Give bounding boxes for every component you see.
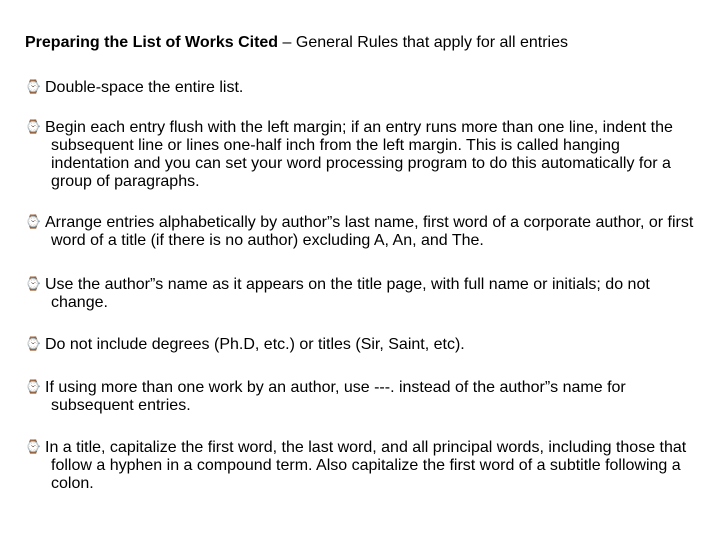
list-item: [25, 336, 697, 354]
page-title: [25, 33, 568, 52]
clock-icon: ⌚: [25, 215, 42, 230]
list-item: [25, 379, 697, 415]
clock-icon: ⌚: [25, 277, 42, 292]
page-title-bold: Preparing the List of Works Cited: [25, 34, 279, 51]
list-item: [25, 119, 697, 191]
list-item: [25, 79, 697, 97]
list-item: [25, 214, 697, 250]
clock-icon: ⌚: [25, 80, 42, 95]
clock-icon: ⌚: [25, 337, 42, 352]
clock-icon: ⌚: [25, 440, 42, 455]
page-title-rest: – General Rules that apply for all entries: [278, 34, 569, 51]
list-item-text: Do not include degrees (Ph.D, etc.) or titles (Sir, Saint, etc).: [45, 336, 465, 353]
clock-icon: ⌚: [25, 380, 42, 395]
list-item-text: Begin each entry flush with the left margin; if an entry runs more than one line, indent the subsequent line or lines one-half inch from the left margin. This is called hanging indentation and you can set your word processing program to do this automatically for a group of paragraphs.: [45, 119, 673, 190]
list-item: [25, 276, 697, 312]
list-item: [25, 439, 697, 493]
list-item-text: In a title, capitalize the first word, the last word, and all principal words, including those that follow a hyphen in a compound term. Also capitalize the first word of a subtitle following a colon.: [45, 439, 687, 492]
list-item-text: Arrange entries alphabetically by author”s last name, first word of a corporate author, or first word of a title (if there is no author) excluding A, An, and The.: [45, 214, 694, 249]
list-item-text: Use the author”s name as it appears on the title page, with full name or initials; do not change.: [45, 276, 650, 311]
list-item-text: Double-space the entire list.: [45, 79, 244, 96]
clock-icon: ⌚: [25, 120, 42, 135]
list-item-text: If using more than one work by an author, use ---. instead of the author”s name for subsequent entries.: [45, 379, 626, 414]
